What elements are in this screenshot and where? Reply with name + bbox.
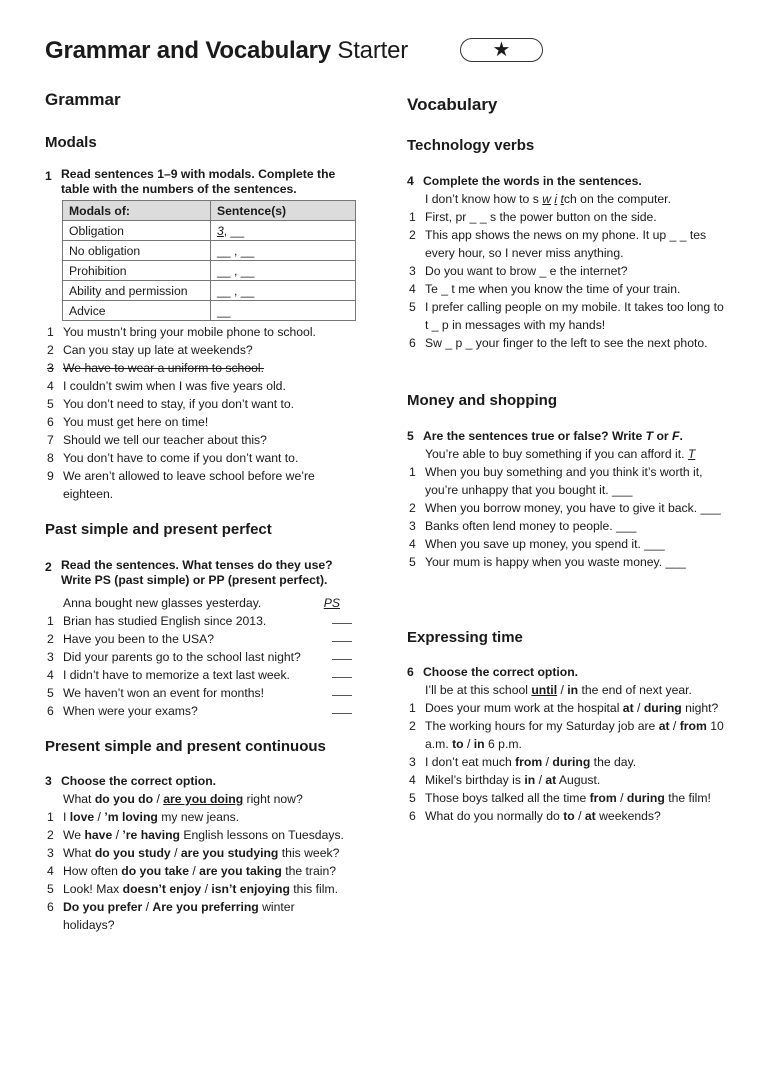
text-segment: the end of next year. (578, 683, 692, 697)
answer-blank[interactable] (332, 648, 352, 660)
item-text: I couldn’t swim when I was five years old. (63, 379, 286, 393)
item-number: 7 (47, 433, 54, 447)
text-segment: This app shows the news on my phone. It up _ _ tes every hour, so I never miss anything. (425, 228, 707, 260)
example-item (45, 594, 358, 612)
text-segment: Do you want to brow _ e the internet? (425, 264, 628, 278)
example-item (45, 790, 345, 808)
text-segment: F (672, 429, 680, 443)
item-number: 5 (47, 397, 54, 411)
answer-text: 3 (217, 223, 224, 238)
list-item (45, 844, 345, 862)
exercise-instruction (45, 558, 363, 588)
list-item (45, 612, 358, 630)
list-item (407, 262, 727, 280)
option-text: to (452, 737, 464, 751)
table-row (63, 261, 356, 281)
item-text (63, 862, 345, 880)
exercise-instruction-text: Choose the correct option. (61, 774, 217, 788)
answer-text: w (542, 192, 552, 206)
item-text (425, 334, 727, 352)
item-text (63, 808, 345, 826)
text-segment: winter holidays? (63, 900, 295, 932)
past-simple-heading: Past simple and present perfect (45, 521, 272, 538)
item-number: 5 (409, 791, 416, 805)
exercise-instruction (407, 663, 725, 681)
option-text: Are you preferring (152, 900, 259, 914)
item-text (425, 445, 729, 463)
item-number: 6 (47, 704, 54, 718)
item-number: 6 (409, 336, 416, 350)
list-item (45, 808, 345, 826)
option-text: during (626, 791, 665, 805)
present-simple-heading: Present simple and present continuous (45, 738, 326, 755)
text-segment: 6 p.m. (484, 737, 522, 751)
item-text (425, 789, 725, 807)
exercise-number: 5 (407, 429, 414, 443)
item-number: 1 (409, 701, 416, 715)
item-number: 2 (47, 828, 54, 842)
exercise-5 (407, 427, 729, 571)
modal-type-cell: No obligation (63, 241, 211, 261)
item-text (425, 280, 727, 298)
text-segment: / (463, 737, 474, 751)
text-segment: How often (63, 864, 122, 878)
list-item (407, 463, 729, 499)
item-text (425, 190, 727, 208)
text-segment: I’ll be at this school (425, 683, 532, 697)
item-number: 3 (47, 650, 54, 664)
item-text (63, 790, 345, 808)
text-segment: You’re able to buy something if you can afford it. (425, 447, 688, 461)
text-segment: First, pr _ _ s the power button on the side. (425, 210, 657, 224)
item-number: 1 (47, 325, 54, 339)
item-text (425, 499, 729, 517)
option-text: do you study (94, 846, 171, 860)
list-item (45, 413, 365, 431)
item-text (425, 699, 725, 717)
text-segment: right now? (243, 792, 303, 806)
list-item (45, 898, 345, 934)
option-text: at (545, 773, 557, 787)
item-text: You don’t have to come if you don’t want to. (63, 451, 299, 465)
option-text: from (515, 755, 543, 769)
text-segment: Those boys talked all the time (425, 791, 590, 805)
text-segment: What (63, 792, 95, 806)
text-segment: this film. (289, 882, 338, 896)
text-segment: The working hours for my Saturday job are (425, 719, 659, 733)
table-row (63, 281, 356, 301)
item-text: You must get here on time! (63, 415, 209, 429)
sentence-answer-cell[interactable]: __ , __ (211, 241, 356, 261)
option-text: to (563, 809, 575, 823)
text-segment: / (542, 755, 553, 769)
exercise-3 (45, 772, 365, 934)
text-segment: I don’t know how to s (425, 192, 543, 206)
list-item (407, 535, 729, 553)
text-segment: T (645, 429, 654, 443)
answer-text: T (687, 447, 696, 461)
item-number: 4 (47, 864, 54, 878)
answer-text: PS (323, 596, 340, 610)
item-number: 1 (409, 210, 416, 224)
table-row (63, 221, 356, 241)
text-segment: / (142, 900, 153, 914)
modal-type-cell: Prohibition (63, 261, 211, 281)
table-header-cell: Sentence(s) (211, 201, 356, 221)
item-number: 5 (409, 555, 416, 569)
text-segment: When you buy something and you think it’s worth it, you’re unhappy that you bought it. ___ (425, 465, 703, 497)
item-number: 2 (47, 632, 54, 646)
item-number: 3 (409, 264, 416, 278)
exercise-instruction (407, 172, 727, 190)
item-number: 9 (47, 469, 54, 483)
option-text: from (679, 719, 707, 733)
exercise-instruction-text: Read the sentences. What tenses do they use? Write PS (past simple) or PP (present perfect). (61, 558, 333, 587)
list-item (45, 377, 365, 395)
text-segment: the film! (664, 791, 711, 805)
text-segment: / (153, 792, 164, 806)
list-item (407, 517, 729, 535)
list-item (407, 699, 725, 717)
text-segment: Banks often lend money to people. ___ (425, 519, 637, 533)
sentence-answer-cell[interactable]: __ , __ (211, 281, 356, 301)
item-number: 1 (409, 465, 416, 479)
option-text: do you take (121, 864, 189, 878)
option-text: do you do (94, 792, 154, 806)
item-text (425, 553, 729, 571)
item-text (425, 681, 725, 699)
answer-blank[interactable] (332, 630, 352, 642)
item-text: We haven’t won an event for months! (63, 684, 358, 702)
option-text: at (658, 719, 670, 733)
item-text: Can you stay up late at weekends? (63, 343, 253, 357)
example-item (407, 445, 729, 463)
exercise-number: 4 (407, 174, 414, 188)
text-segment: / (574, 809, 585, 823)
option-text: ’re having (122, 828, 180, 842)
text-segment: I don’t eat much (425, 755, 516, 769)
option-text: love (69, 810, 95, 824)
text-segment: night? (681, 701, 719, 715)
item-number: 1 (47, 614, 54, 628)
item-text (63, 880, 345, 898)
list-item (407, 789, 725, 807)
option-text: doesn’t enjoy (122, 882, 202, 896)
list-item (407, 334, 727, 352)
text-segment: the day. (590, 755, 637, 769)
text-segment: . (679, 429, 683, 443)
item-number: 6 (47, 900, 54, 914)
text-segment: / (669, 719, 680, 733)
money-heading: Money and shopping (407, 392, 557, 409)
option-text: are you taking (199, 864, 282, 878)
text-segment: / (112, 828, 123, 842)
text-segment: English lessons on Tuesdays. (179, 828, 344, 842)
text-segment: Sw _ p _ your finger to the left to see the next photo. (425, 336, 708, 350)
item-number: 3 (409, 519, 416, 533)
list-item (45, 449, 365, 467)
answer-text: i (554, 192, 558, 206)
item-text (425, 208, 727, 226)
text-segment: I prefer calling people on my mobile. It takes too long to t _ p in messages with my hands! (425, 300, 724, 332)
sentence-answer-cell (211, 221, 356, 241)
answer-text: until (531, 683, 558, 697)
text-segment: I (63, 810, 70, 824)
technology-heading: Technology verbs (407, 137, 535, 154)
answer-blank: , __ (223, 223, 245, 238)
option-text: in (567, 683, 579, 697)
list-item (407, 208, 727, 226)
list-item (407, 717, 725, 753)
expressing-time-heading: Expressing time (407, 629, 523, 646)
exercise-number: 1 (45, 169, 52, 183)
list-item (407, 280, 727, 298)
item-number: 4 (47, 379, 54, 393)
text-segment: or (653, 429, 673, 443)
text-segment: / (616, 791, 627, 805)
item-number: 4 (409, 282, 416, 296)
text-segment: / (189, 864, 200, 878)
table-row (63, 241, 356, 261)
text-segment: 10 a.m. (425, 719, 724, 751)
item-number: 2 (409, 501, 416, 515)
item-text: Should we tell our teacher about this? (63, 433, 267, 447)
item-number: 2 (47, 343, 54, 357)
item-text (63, 844, 345, 862)
item-number: 4 (47, 668, 54, 682)
list-item (45, 648, 358, 666)
item-number: 5 (47, 686, 54, 700)
sentence-answer-cell[interactable]: __ , __ (211, 261, 356, 281)
modal-type-cell: Obligation (63, 221, 211, 241)
item-text: You mustn’t bring your mobile phone to school. (63, 325, 316, 339)
level-badge (460, 38, 543, 62)
text-segment: What do you normally do (425, 809, 564, 823)
item-text: Brian has studied English since 2013. (63, 612, 358, 630)
option-text: ’m loving (104, 810, 158, 824)
list-item (45, 666, 358, 684)
list-item (45, 467, 365, 503)
example-item (407, 190, 727, 208)
text-segment: / (201, 882, 212, 896)
item-number: 3 (47, 361, 54, 375)
text-segment: this week? (278, 846, 340, 860)
item-number: 4 (409, 537, 416, 551)
modal-type-cell: Ability and permission (63, 281, 211, 301)
answer-blank[interactable] (332, 684, 352, 696)
text-segment: / (94, 810, 105, 824)
text-segment: When you save up money, you spend it. ___ (425, 537, 665, 551)
table-header-row (63, 201, 356, 221)
item-text (425, 807, 725, 825)
item-text: When were your exams? (63, 702, 358, 720)
exercise-instruction (45, 167, 360, 197)
item-number: 8 (47, 451, 54, 465)
item-text: We have to wear a uniform to school. (63, 361, 264, 375)
option-text: have (84, 828, 113, 842)
list-item (45, 431, 365, 449)
list-item (45, 323, 365, 341)
text-segment: We (63, 828, 85, 842)
list-item (407, 298, 727, 334)
item-text: We aren’t allowed to leave school before we’re eighteen. (63, 469, 315, 501)
item-text (425, 517, 729, 535)
text-segment: my new jeans. (157, 810, 240, 824)
item-text (425, 262, 727, 280)
text-segment: Are the sentences true or false? Write (423, 429, 646, 443)
exercise-instruction-text: Read sentences 1–9 with modals. Complete the table with the numbers of the sentences. (61, 167, 336, 196)
option-text: at (584, 809, 596, 823)
item-text (63, 826, 345, 844)
list-item (45, 395, 365, 413)
exercise-instruction (45, 772, 365, 790)
text-segment: Te _ t me when you know the time of your train. (425, 282, 681, 296)
list-item (45, 826, 345, 844)
answer-blank[interactable] (332, 666, 352, 678)
text-segment: / (170, 846, 181, 860)
sentence-answer-cell[interactable]: __ (211, 301, 356, 321)
star-icon: ★ (492, 39, 511, 61)
item-number: 4 (409, 773, 416, 787)
option-text: from (589, 791, 617, 805)
exercise-instruction-text: Complete the words in the sentences. (423, 174, 642, 188)
answer-blank[interactable] (332, 702, 352, 714)
text-segment: the train? (281, 864, 337, 878)
answer-blank[interactable] (332, 612, 352, 624)
exercise-4 (407, 172, 727, 352)
exercise-instruction (407, 427, 729, 445)
text-segment: / (633, 701, 644, 715)
option-text: isn’t enjoying (211, 882, 290, 896)
modals-heading: Modals (45, 134, 97, 151)
item-text (425, 298, 727, 334)
option-text: are you studying (180, 846, 279, 860)
item-number: 5 (47, 882, 54, 896)
list-item (45, 341, 365, 359)
text-segment: weekends? (595, 809, 661, 823)
item-number: 5 (409, 300, 416, 314)
exercise-2 (45, 558, 363, 720)
text-segment: Your mum is happy when you waste money. ___ (425, 555, 686, 569)
option-text: in (524, 773, 536, 787)
item-number: 2 (409, 228, 416, 242)
item-number: 6 (409, 809, 416, 823)
grammar-heading: Grammar (45, 90, 121, 109)
exercise-instruction-text: Choose the correct option. (423, 665, 579, 679)
item-text: Did your parents go to the school last night? (63, 648, 358, 666)
option-text: at (622, 701, 634, 715)
list-item (407, 553, 729, 571)
list-item (407, 753, 725, 771)
text-segment: / (535, 773, 546, 787)
page-title (45, 36, 408, 66)
text-segment: Look! Max (63, 882, 123, 896)
list-item (407, 499, 729, 517)
item-text (425, 463, 729, 499)
example-item (407, 681, 725, 699)
item-text (425, 771, 725, 789)
exercise-1 (45, 167, 360, 197)
item-text: You don’t need to stay, if you don’t want to. (63, 397, 295, 411)
modal-type-cell: Advice (63, 301, 211, 321)
list-item (45, 359, 365, 377)
item-number: 1 (47, 810, 54, 824)
page-title-main: Grammar and Vocabulary (45, 37, 331, 64)
item-number: 3 (409, 755, 416, 769)
item-text: Have you been to the USA? (63, 630, 358, 648)
item-text (425, 753, 725, 771)
exercise-number: 2 (45, 560, 52, 574)
option-text: during (552, 755, 591, 769)
item-text (425, 226, 727, 262)
exercise-number: 6 (407, 665, 414, 679)
text-segment: / (557, 683, 568, 697)
item-text: I didn’t have to memorize a text last week. (63, 666, 358, 684)
exercise-instruction-text (423, 427, 729, 445)
vocabulary-heading: Vocabulary (407, 95, 498, 114)
list-item (407, 807, 725, 825)
item-number: 3 (47, 846, 54, 860)
list-item (407, 771, 725, 789)
list-item (45, 684, 358, 702)
answer-text: t (560, 192, 564, 206)
text-segment: ch on the computer. (563, 192, 671, 206)
option-text: Do you prefer (63, 900, 143, 914)
item-text (425, 717, 725, 753)
item-number: 6 (47, 415, 54, 429)
text-segment: What (63, 846, 95, 860)
item-text: Anna bought new glasses yesterday. PS (63, 596, 340, 610)
table-header-cell: Modals of: (63, 201, 211, 221)
page-title-level: Starter (330, 37, 409, 64)
list-item (45, 702, 358, 720)
list-item (45, 630, 358, 648)
exercise-6 (407, 663, 725, 825)
answer-text: are you doing (163, 792, 244, 806)
text-segment: Does your mum work at the hospital (425, 701, 623, 715)
text-segment: Mikel’s birthday is (425, 773, 525, 787)
list-item (407, 226, 727, 262)
table-row (63, 301, 356, 321)
text-segment: When you borrow money, you have to give it back. ___ (425, 501, 721, 515)
item-number: 2 (409, 719, 416, 733)
option-text: during (643, 701, 682, 715)
exercise-number: 3 (45, 774, 52, 788)
text-segment: August. (556, 773, 601, 787)
modals-table (62, 200, 356, 321)
item-text (63, 898, 345, 934)
list-item (45, 862, 345, 880)
option-text: in (473, 737, 485, 751)
list-item (45, 880, 345, 898)
item-text (425, 535, 729, 553)
modal-sentences-list (45, 323, 365, 503)
